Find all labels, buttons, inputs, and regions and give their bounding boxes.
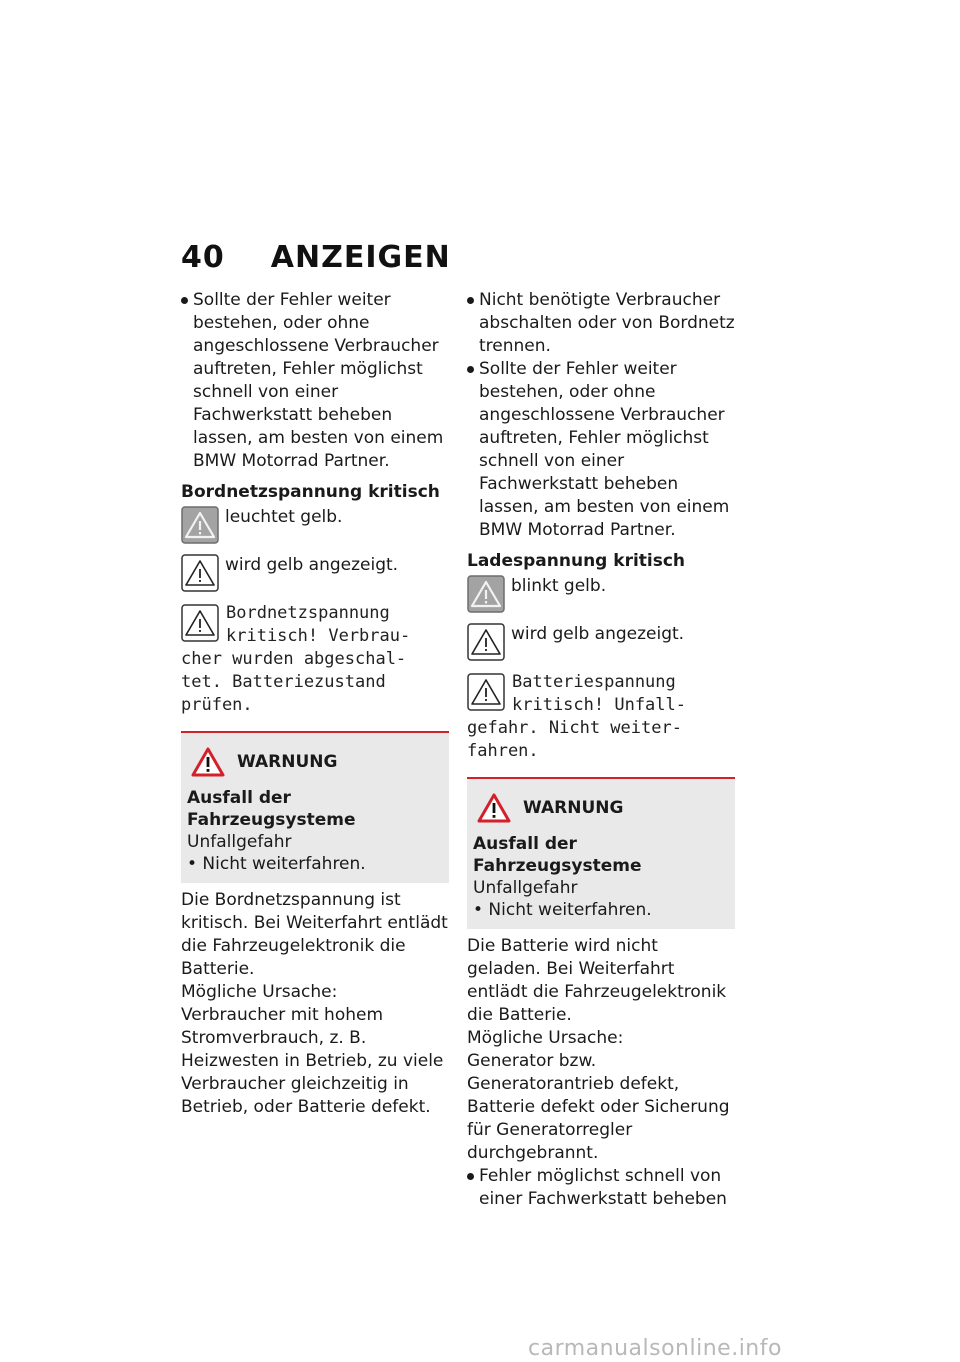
message-line: Bordnetzspannung [226,603,390,623]
message-line: kritisch! Verbrau- [226,626,411,646]
paragraph: Verbraucher mit hohem Stromverbrauch, z. B. Heizwesten in Betrieb, zu viele Verbraucher gleichzeitig in Betrieb, oder Batterie defekt. [181,1005,444,1117]
list-item: Sollte der Fehler weiter bestehen, oder ohne angeschlossene Verbraucher auftreten, Fehler möglichst schnell von einer Fachwerkstatt beheben lassen, am besten von einem BMW Motorrad Partner. [181,289,449,473]
bullet-list-bottom [467,1165,735,1211]
message-line: kritisch! Unfall- [512,695,686,715]
message-line: cher wurden abgeschal- [181,649,407,669]
message-line: fahren. [467,741,539,761]
indicator-text: leuchtet gelb. [225,507,343,527]
warning-box [181,731,449,883]
warning-outline-icon [181,604,219,642]
warning-line: • Nicht weiterfahren. [473,900,652,920]
warning-box [467,777,735,929]
paragraph-label: Mögliche Ursache: [467,1028,624,1048]
warning-triangle-icon [477,793,511,823]
warning-light-filled-icon [467,575,505,613]
indicator-row [467,575,735,613]
paragraph: Die Bordnetzspannung ist kritisch. Bei Weiterfahrt entlädt die Fahrzeugelektronik die Batterie. [181,890,448,979]
display-row [181,554,449,592]
warning-subtitle: Ausfall der Fahrzeugsysteme [187,788,356,830]
warning-triangle-icon [191,747,225,777]
section-heading: Ladespannung kritisch [467,551,686,571]
paragraph: Die Batterie wird nicht geladen. Bei Weiterfahrt entlädt die Fahrzeugelektronik die Batterie. [467,936,727,1025]
page-header [181,240,451,275]
warning-line: • Nicht weiterfahren. [187,854,366,874]
bullet-list-top [181,289,449,473]
display-row [467,623,735,661]
warning-outline-icon [467,623,505,661]
page-number: 40 [181,240,225,275]
warning-light-filled-icon [181,506,219,544]
warning-outline-icon [181,554,219,592]
display-message [467,671,735,763]
display-message [181,602,449,717]
indicator-row [181,506,449,544]
warning-line: Unfallgefahr [473,878,578,898]
message-line: gefahr. Nicht weiter- [467,718,682,738]
list-item: Fehler möglichst schnell von einer Fachwerkstatt beheben [467,1165,735,1211]
paragraph-label: Mögliche Ursache: [181,982,338,1002]
bullet-list-top [467,289,735,542]
display-text: wird gelb angezeigt. [511,624,685,644]
page-title: ANZEIGEN [270,240,451,275]
display-text: wird gelb angezeigt. [225,555,399,575]
list-item: Nicht benötigte Verbraucher abschalten oder von Bordnetz trennen. [467,289,735,358]
paragraph: Generator bzw. Generatorantrieb defekt, Batterie defekt oder Sicherung für Generatorregler durchgebrannt. [467,1051,730,1163]
message-line: prüfen. [181,695,253,715]
indicator-text: blinkt gelb. [511,576,607,596]
left-column [181,289,449,1119]
message-line: Batteriespannung [512,672,676,692]
watermark: carmanualsonline.info [528,1336,782,1361]
right-column [467,289,735,1211]
list-item: Sollte der Fehler weiter bestehen, oder ohne angeschlossene Verbraucher auftreten, Fehler möglichst schnell von einer Fachwerkstatt beheben lassen, am besten von einem BMW Motorrad Partner. [467,358,735,542]
section-heading: Bordnetzspannung kritisch [181,482,440,502]
warning-outline-icon [467,673,505,711]
warning-title: WARNUNG [523,798,624,818]
message-line: tet. Batteriezustand [181,672,386,692]
warning-title: WARNUNG [237,752,338,772]
warning-subtitle: Ausfall der Fahrzeugsysteme [473,834,642,876]
warning-line: Unfallgefahr [187,832,292,852]
